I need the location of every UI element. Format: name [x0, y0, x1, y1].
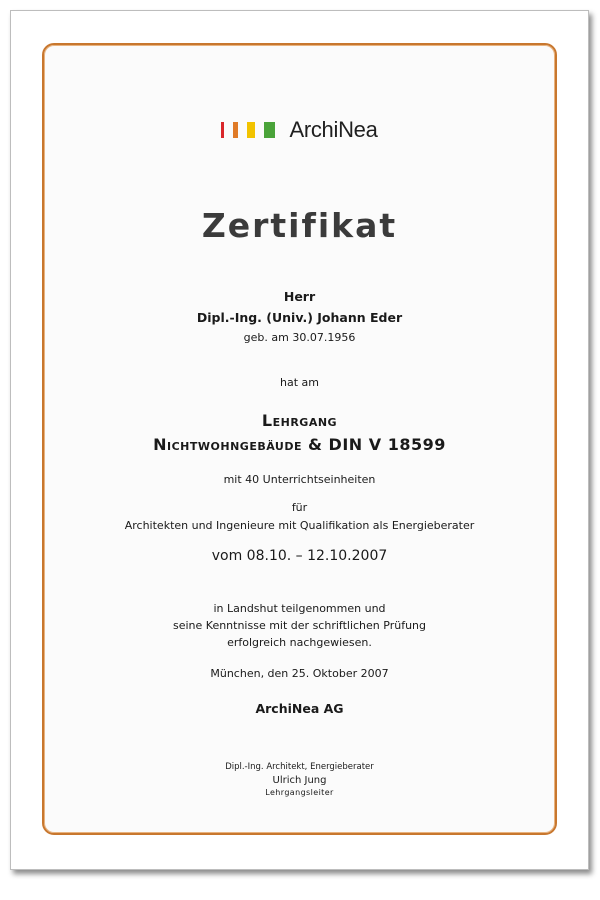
issuing-organization: ArchiNea AG — [255, 701, 344, 716]
body-line-2: seine Kenntnisse mit der schriftlichen Prüfung — [172, 619, 426, 632]
signatory-title: Dipl.-Ing. Architekt, Energieberater — [225, 762, 374, 772]
archinea-logo — [11, 117, 588, 143]
salutation: Herr — [283, 289, 316, 304]
intro-text: hat am — [280, 376, 319, 389]
certificate-sheet — [10, 10, 589, 870]
target-audience: Architekten und Ingenieure mit Qualifikation als Energieberater — [124, 519, 475, 532]
for-label: für — [291, 501, 308, 514]
signatory-name: Ulrich Jung — [272, 775, 327, 786]
logo-bar-orange — [233, 122, 238, 138]
signatory-role: Lehrgangsleiter — [265, 788, 334, 797]
body-line-1: in Landshut teilgenommen und — [213, 602, 386, 615]
recipient-name: Dipl.-Ing. (Univ.) Johann Eder — [196, 310, 403, 325]
logo-bar-red — [221, 122, 224, 138]
body-line-3: erfolgreich nachgewiesen. — [227, 636, 372, 649]
course-dates: vom 08.10. – 12.10.2007 — [211, 548, 388, 564]
logo-text: ArchiNea — [289, 117, 378, 142]
course-units: mit 40 Unterrichtseinheiten — [223, 473, 376, 486]
logo-bars-icon — [221, 122, 275, 138]
logo-bar-green — [264, 122, 275, 138]
logo-bar-yellow — [247, 122, 255, 138]
place-and-date: München, den 25. Oktober 2007 — [210, 667, 389, 680]
course-title-line2: Nichtwohngebäude & DIN V 18599 — [153, 435, 446, 454]
birth-date: geb. am 30.07.1956 — [243, 331, 356, 344]
certificate-title: Zertifikat — [201, 206, 398, 245]
course-title-line1: Lehrgang — [261, 411, 338, 430]
